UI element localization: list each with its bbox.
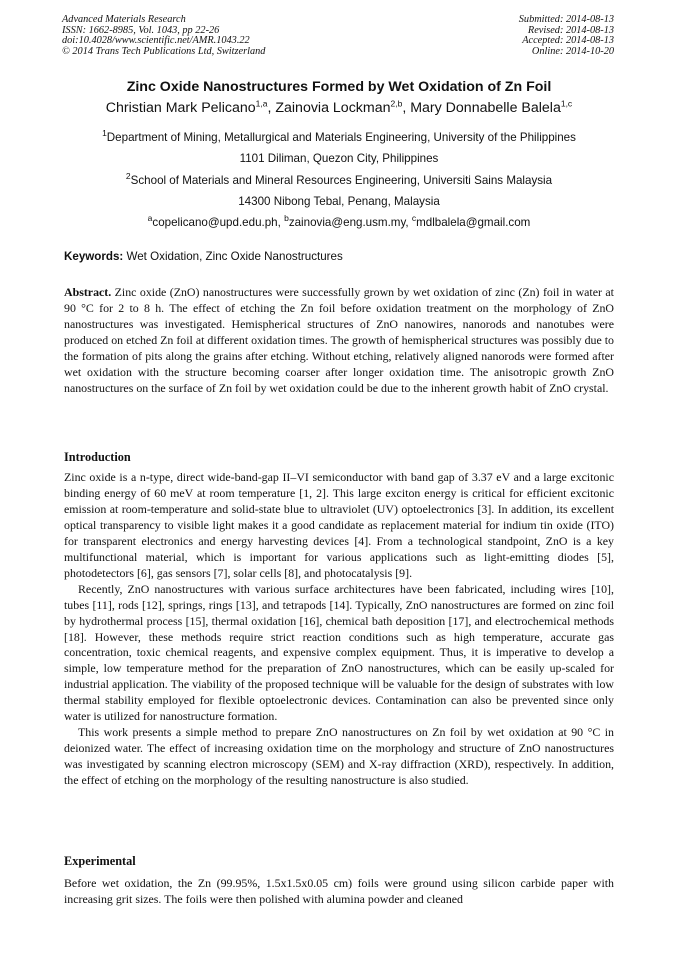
email-text: zainovia@eng.usm.my, — [288, 216, 412, 229]
author-affil-marker: 2,b — [390, 98, 403, 109]
paper-title: Zinc Oxide Nanostructures Formed by Wet Oxidation of Zn Foil — [126, 79, 552, 95]
author-name: Christian Mark Pelicano — [105, 100, 256, 116]
author-separator: , — [267, 100, 276, 116]
email-text: copelicano@upd.edu.ph, — [152, 216, 285, 229]
email-text: mdlbalela@gmail.com — [416, 216, 531, 229]
affil-text: Department of Mining, Metallurgical and Materials Engineering, University of the Philippines — [106, 131, 576, 144]
author-name: Zainovia Lockman — [275, 100, 391, 116]
paragraph: Recently, ZnO nanostructures with various surface architectures have been fabricated, including wires [10], tubes [11], rods [12], springs, rings [13], and tetrapods [14]. Typically, ZnO nanostructures are formed on zinc foil by hydrothermal process [15], thermal oxidation [16], chemical bath deposition [17], and electrochemical methods [18]. However, these methods require strict reaction conditions such as high temperature, accurate gas concentration, toxic chemical reagents, and expensive complex equipment. Thus, it is imperative to develop a simple, low temperature method for the preparation of ZnO nanostructures, which can be easily up-scaled for industrial application. The viability of the proposed technique will be valuable for the design of substrates with low thermal stability employed for flexible optoelectronic devices. Contamination can also be prevented since only water is utilized for nanostructure formation. — [64, 581, 614, 724]
author-list — [0, 100, 678, 116]
experimental-body — [64, 876, 614, 908]
affil-text: School of Materials and Mineral Resources Engineering, Universiti Sains Malaysia — [130, 174, 553, 187]
journal-doi: doi:10.4028/www.scientific.net/AMR.1043.22 — [62, 35, 250, 47]
journal-name: Advanced Materials Research — [62, 14, 186, 25]
author-emails — [0, 213, 678, 229]
paragraph: Zinc oxide is a n-type, direct wide-band-gap II–VI semiconductor with band gap of 3.37 eV and a large excitonic binding energy of 60 meV at room temperature [1, 2]. This large exciton energy is critical for efficient excitonic emission at room-temperature and solid-state blue to ultraviolet (UV) optoelectronics [3]. In addition, its excellent optical transparency to visible light makes it a good candidate as replacement material for indium tin oxide (ITO) for transparent electronics and energy harvesting devices [4]. From a technological standpoint, ZnO is a key multifunctional material, which is important for various applications such as light-emitting diodes [5], photodetectors [6], gas sensors [7], solar cells [8], and photocatalysis [9]. — [64, 470, 614, 580]
paragraph: This work presents a simple method to prepare ZnO nanostructures on Zn foil by wet oxidation at 90 °C in deionized water. The effect of increasing oxidation time on the morphology and structure of ZnO nanostructures was investigated by scanning electron microscopy (SEM) and X-ray diffraction (XRD), respectively. In addition, the effect of etching on the morphology of the resulting nanostructure is also studied. — [64, 725, 614, 788]
online-date: Online: 2014-10-20 — [531, 46, 614, 58]
affiliation-2-line-2: 14300 Nibong Tebal, Penang, Malaysia — [238, 195, 440, 208]
affiliation-2-line-1 — [0, 171, 678, 187]
submitted-date: Submitted: 2014-08-13 — [518, 14, 614, 25]
paragraph: Before wet oxidation, the Zn (99.95%, 1.5x1.5x0.05 cm) foils were ground using silicon carbide paper with increasing grit sizes. The foils were then polished with alumina powder and cleaned — [64, 876, 614, 906]
author-affil-marker: 1,a — [255, 98, 268, 109]
introduction-heading: Introduction — [64, 450, 131, 464]
abstract-label: Abstract. — [64, 285, 112, 299]
email-marker: a — [147, 213, 153, 224]
keywords-text: Wet Oxidation, Zinc Oxide Nanostructures — [123, 250, 343, 263]
journal-copyright: © 2014 Trans Tech Publications Ltd, Switzerland — [62, 46, 266, 58]
email-marker: b — [284, 213, 289, 224]
author-separator: , — [402, 100, 411, 116]
affil-marker: 1 — [102, 128, 107, 139]
revised-date: Revised: 2014-08-13 — [527, 24, 614, 36]
email-marker: c — [411, 213, 417, 224]
abstract-text: Zinc oxide (ZnO) nanostructures were successfully grown by wet oxidation of zinc (Zn) foil in water at 90 °C for 2 to 8 h. The effect of etching the Zn foil before oxidation treatment on the morphology of ZnO nanostructures was investigated. Hemispherical structures of ZnO nanowires, nanorods and nanotubes were produced on etched Zn foil at different oxidation times. The growth of hemispherical structures was possibly due to the formation of pits along the grains after etching. Without etching, relatively aligned nanorods were formed after wet oxidation with the structure becoming coarser after longer oxidation time. The anisotropic growth ZnO nanostructures on the surface of Zn foil by wet oxidation could be due to the inherent growth habit of ZnO crystal. — [64, 285, 614, 395]
keywords — [64, 250, 343, 263]
journal-issn: ISSN: 1662-8985, Vol. 1043, pp 22-26 — [62, 24, 220, 36]
author-name: Mary Donnabelle Balela — [410, 100, 561, 116]
affil-marker: 2 — [125, 171, 131, 182]
keywords-label: Keywords: — [64, 250, 124, 263]
introduction-body — [64, 470, 614, 789]
journal-header — [62, 15, 265, 58]
abstract — [64, 285, 614, 397]
affiliation-1-line-2: 1101 Diliman, Quezon City, Philippines — [239, 152, 439, 165]
dates-header — [519, 15, 614, 58]
affiliation-1-line-1 — [0, 128, 678, 144]
author-affil-marker: 1,c — [560, 98, 573, 109]
accepted-date: Accepted: 2014-08-13 — [522, 35, 614, 47]
experimental-heading: Experimental — [64, 854, 136, 868]
